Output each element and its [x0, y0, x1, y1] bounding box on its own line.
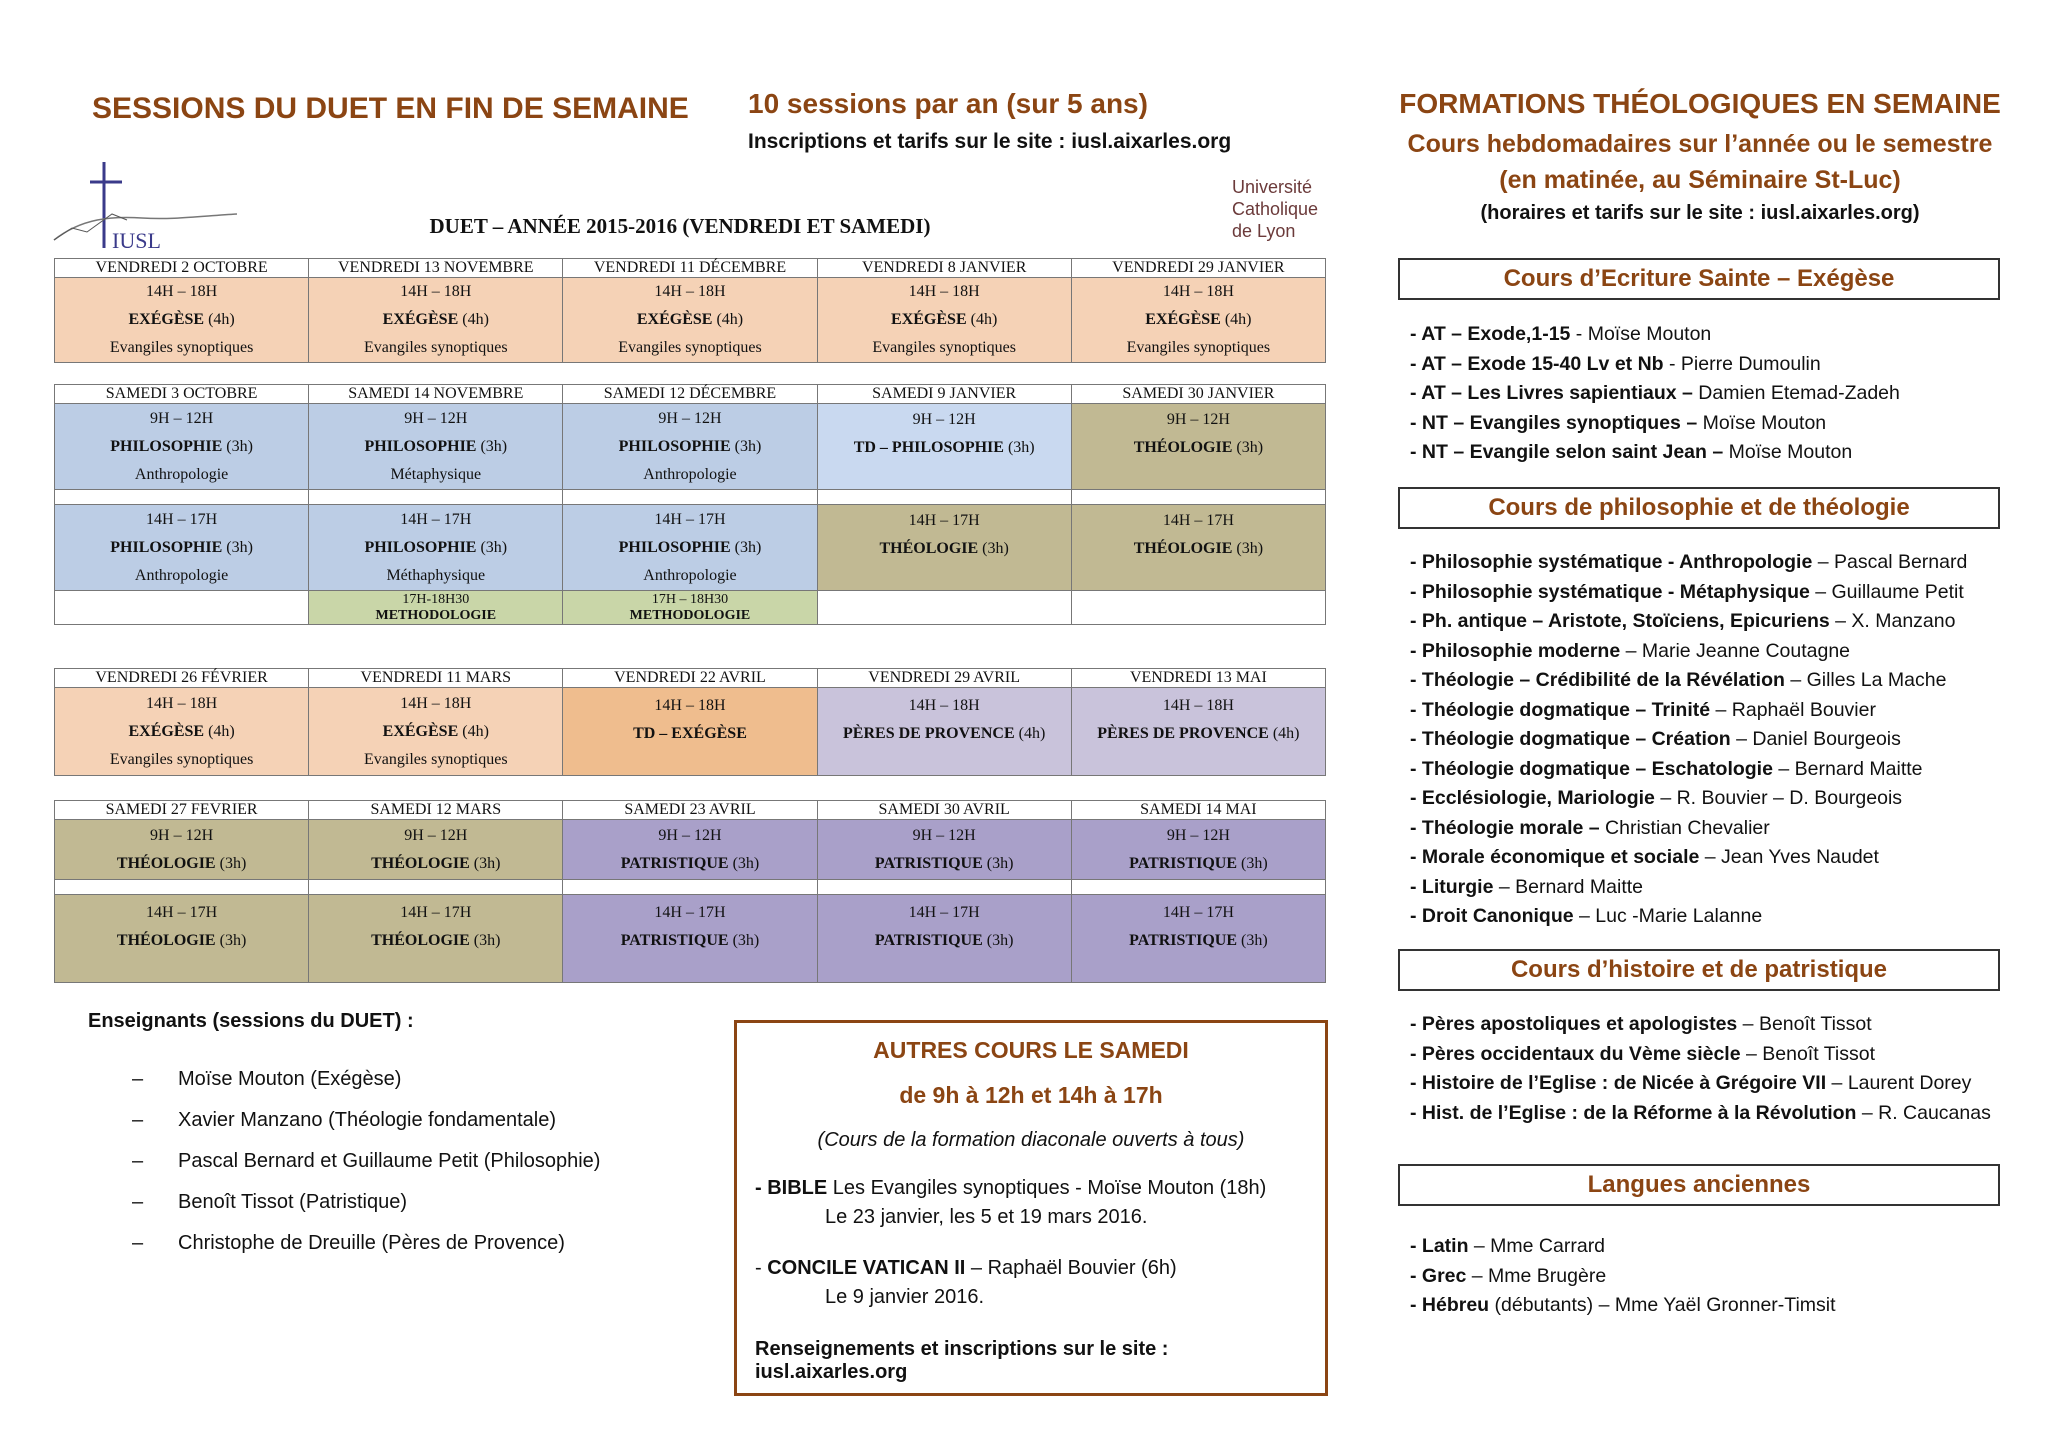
date-header: VENDREDI 26 FÉVRIER: [55, 669, 309, 688]
autres-cours-box: [734, 1020, 1328, 1396]
iusl-logo-text: IUSL: [112, 228, 161, 253]
teacher-item: – Moïse Mouton (Exégèse): [132, 1068, 402, 1090]
philo-list: [1410, 548, 2030, 932]
session-cell: 14H – 18H EXÉGÈSE (4h) Evangiles synoptiques: [1071, 278, 1325, 363]
schedule-table-4: [54, 800, 1326, 983]
session-cell: 9H – 12H PATRISTIQUE (3h): [817, 820, 1071, 880]
course-item: - Ecclésiologie, Mariologie – R. Bouvier – D. Bourgeois: [1410, 787, 1903, 809]
course-item: - Philosophie systématique - Métaphysique – Guillaume Petit: [1410, 580, 1964, 603]
teacher-item: – Benoît Tissot (Patristique): [132, 1191, 407, 1213]
session-cell: 9H – 12H THÉOLOGIE (3h): [1071, 404, 1325, 490]
autres-footer: Renseignements et inscriptions sur le site : iusl.aixarles.org: [755, 1338, 1169, 1383]
sessions-count-title: 10 sessions par an (sur 5 ans): [748, 88, 1148, 119]
course-item: - Droit Canonique – Luc -Marie Lalanne: [1410, 905, 1763, 927]
autres-note: (Cours de la formation diaconale ouverts à tous): [817, 1129, 1245, 1151]
section-philo-title: Cours de philosophie et de théologie: [1398, 487, 2000, 529]
schedule-table-3: [54, 668, 1326, 776]
date-header: VENDREDI 29 AVRIL: [817, 669, 1071, 688]
course-item: - AT – Exode,1-15 - Moïse Mouton: [1410, 323, 1712, 345]
session-cell: 14H – 18H EXÉGÈSE (4h) Evangiles synoptiques: [817, 278, 1071, 363]
inscriptions-line: Inscriptions et tarifs sur le site : iusl.aixarles.org: [748, 130, 1232, 153]
date-header: SAMEDI 9 JANVIER: [817, 385, 1071, 404]
session-cell: 14H – 18H EXÉGÈSE (4h) Evangiles synoptiques: [563, 278, 817, 363]
session-cell: 14H – 17H THÉOLOGIE (3h): [1071, 505, 1325, 591]
session-cell: 14H – 18H EXÉGÈSE (4h) Evangiles synoptiques: [309, 688, 563, 776]
date-header: SAMEDI 12 MARS: [309, 801, 563, 820]
schedule-table-2: [54, 384, 1326, 625]
course-item: - AT – Exode 15-40 Lv et Nb - Pierre Dumoulin: [1410, 352, 1821, 375]
course-item: - Théologie dogmatique – Trinité – Raphaël Bouvier: [1410, 698, 1876, 721]
concile-course: - CONCILE VATICAN II – Raphaël Bouvier (6h) Le 9 janvier 2016.: [755, 1257, 1177, 1308]
section-histoire-title: Cours d’histoire et de patristique: [1398, 949, 2000, 991]
session-cell: 14H – 17H THÉOLOGIE (3h): [309, 895, 563, 983]
date-header: SAMEDI 12 DÉCEMBRE: [563, 385, 817, 404]
session-cell: 9H – 12H PATRISTIQUE (3h): [563, 820, 817, 880]
session-cell: 14H – 17H THÉOLOGIE (3h): [55, 895, 309, 983]
course-item: - Théologie morale – Christian Chevalier: [1410, 816, 1770, 839]
empty-cell: [817, 591, 1071, 625]
empty-cell: [1071, 591, 1325, 625]
date-header: VENDREDI 2 OCTOBRE: [55, 259, 309, 278]
session-cell: 14H – 18H TD – EXÉGÈSE: [563, 688, 817, 776]
course-item: - Pères occidentaux du Vème siècle – Benoît Tissot: [1410, 1042, 1875, 1065]
autres-hours: de 9h à 12h et 14h à 17h: [899, 1082, 1163, 1108]
section-langues-title: Langues anciennes: [1398, 1164, 2000, 1206]
session-cell: 9H – 12H PHILOSOPHIE (3h) Métaphysique: [309, 404, 563, 490]
date-header: SAMEDI 30 AVRIL: [817, 801, 1071, 820]
iusl-logo: [52, 158, 242, 258]
date-header: VENDREDI 11 DÉCEMBRE: [563, 259, 817, 278]
course-item: - Grec – Mme Brugère: [1410, 1264, 1607, 1287]
right-header: [1380, 88, 2020, 225]
course-item: - Latin – Mme Carrard: [1410, 1235, 1606, 1257]
session-cell: 14H – 17H PHILOSOPHIE (3h) Anthropologie: [563, 505, 817, 591]
course-item: - Théologie – Crédibilité de la Révélation – Gilles La Mache: [1410, 669, 1947, 691]
methodology-cell: 17H-18H30 METHODOLOGIE: [309, 591, 563, 625]
course-item: - Hébreu (débutants) – Mme Yaël Gronner-Timsit: [1410, 1294, 1836, 1316]
session-cell: 9H – 12H THÉOLOGIE (3h): [309, 820, 563, 880]
date-header: VENDREDI 29 JANVIER: [1071, 259, 1325, 278]
teachers-title: Enseignants (sessions du DUET) :: [88, 1010, 414, 1032]
session-cell: 9H – 12H PHILOSOPHIE (3h) Anthropologie: [563, 404, 817, 490]
session-cell: 9H – 12H TD – PHILOSOPHIE (3h): [817, 404, 1071, 490]
course-item: - Morale économique et sociale – Jean Yves Naudet: [1410, 846, 1879, 868]
date-header: SAMEDI 23 AVRIL: [563, 801, 817, 820]
session-cell: 14H – 17H PATRISTIQUE (3h): [817, 895, 1071, 983]
right-subtitle-3: (horaires et tarifs sur le site : iusl.aixarles.org): [1480, 202, 1920, 224]
course-item: - Liturgie – Bernard Maitte: [1410, 875, 1643, 898]
date-header: VENDREDI 13 MAI: [1071, 669, 1325, 688]
schedule-table-1: [54, 258, 1326, 363]
course-item: - Pères apostoliques et apologistes – Benoît Tissot: [1410, 1013, 1872, 1035]
course-item: - Ph. antique – Aristote, Stoïciens, Epicuriens – X. Manzano: [1410, 610, 1956, 632]
session-cell: 14H – 17H PHILOSOPHIE (3h) Méthaphysique: [309, 505, 563, 591]
session-cell: 14H – 17H PATRISTIQUE (3h): [1071, 895, 1325, 983]
course-item: - NT – Evangiles synoptiques – Moïse Mouton: [1410, 411, 1827, 434]
course-item: - Théologie dogmatique – Eschatologie – Bernard Maitte: [1410, 757, 1923, 780]
session-cell: 9H – 12H PATRISTIQUE (3h): [1071, 820, 1325, 880]
course-item: - NT – Evangile selon saint Jean – Moïse Mouton: [1410, 441, 1853, 463]
date-header: VENDREDI 22 AVRIL: [563, 669, 817, 688]
course-item: - Hist. de l’Eglise : de la Réforme à la Révolution – R. Caucanas: [1410, 1101, 1991, 1124]
course-item: - Philosophie moderne – Marie Jeanne Coutagne: [1410, 639, 1851, 662]
session-cell: 14H – 18H EXÉGÈSE (4h) Evangiles synoptiques: [55, 278, 309, 363]
ecriture-list: [1410, 320, 2030, 468]
session-cell: 14H – 17H PATRISTIQUE (3h): [563, 895, 817, 983]
left-title: SESSIONS DU DUET EN FIN DE SEMAINE: [92, 92, 689, 125]
right-subtitle-2: (en matinée, au Séminaire St-Luc): [1499, 166, 1901, 194]
date-header: SAMEDI 14 MAI: [1071, 801, 1325, 820]
bible-course: - BIBLE Les Evangiles synoptiques - Moïse Mouton (18h) Le 23 janvier, les 5 et 19 mars 2016.: [755, 1177, 1267, 1228]
date-header: VENDREDI 8 JANVIER: [817, 259, 1071, 278]
session-cell: 14H – 17H THÉOLOGIE (3h): [817, 505, 1071, 591]
session-cell: 14H – 17H PHILOSOPHIE (3h) Anthropologie: [55, 505, 309, 591]
teacher-item: – Pascal Bernard et Guillaume Petit (Philosophie): [132, 1150, 601, 1172]
teacher-item: – Xavier Manzano (Théologie fondamentale): [132, 1109, 556, 1131]
duet-title: DUET – ANNÉE 2015-2016 (VENDREDI ET SAMEDI): [429, 214, 931, 238]
teacher-item: – Christophe de Dreuille (Pères de Provence): [132, 1232, 565, 1254]
course-item: - AT – Les Livres sapientiaux – Damien Etemad-Zadeh: [1410, 382, 1900, 404]
session-cell: 14H – 18H EXÉGÈSE (4h) Evangiles synoptiques: [309, 278, 563, 363]
autres-title: AUTRES COURS LE SAMEDI: [873, 1037, 1189, 1063]
date-header: VENDREDI 11 MARS: [309, 669, 563, 688]
date-header: SAMEDI 3 OCTOBRE: [55, 385, 309, 404]
date-header: SAMEDI 14 NOVEMBRE: [309, 385, 563, 404]
ucl-logo: Université Catholique de Lyon: [1232, 177, 1319, 241]
date-header: SAMEDI 30 JANVIER: [1071, 385, 1325, 404]
session-cell: 14H – 18H PÈRES DE PROVENCE (4h): [817, 688, 1071, 776]
section-ecriture-title: Cours d’Ecriture Sainte – Exégèse: [1398, 258, 2000, 300]
methodology-cell: 17H – 18H30 METHODOLOGIE: [563, 591, 817, 625]
langues-list: [1410, 1232, 2030, 1321]
course-item: - Histoire de l’Eglise : de Nicée à Grégoire VII – Laurent Dorey: [1410, 1072, 1972, 1094]
right-title: FORMATIONS THÉOLOGIQUES EN SEMAINE: [1399, 88, 2001, 119]
date-header: VENDREDI 13 NOVEMBRE: [309, 259, 563, 278]
session-cell: 14H – 18H PÈRES DE PROVENCE (4h): [1071, 688, 1325, 776]
course-item: - Philosophie systématique - Anthropologie – Pascal Bernard: [1410, 551, 1968, 573]
course-item: - Théologie dogmatique – Création – Daniel Bourgeois: [1410, 728, 1901, 750]
teachers-block: [88, 1010, 600, 1264]
histoire-list: [1410, 1010, 2030, 1128]
session-cell: 9H – 12H THÉOLOGIE (3h): [55, 820, 309, 880]
session-cell: 14H – 18H EXÉGÈSE (4h) Evangiles synoptiques: [55, 688, 309, 776]
right-subtitle-1: Cours hebdomadaires sur l’année ou le semestre: [1407, 130, 1993, 158]
date-header: SAMEDI 27 FEVRIER: [55, 801, 309, 820]
empty-cell: [55, 591, 309, 625]
session-cell: 9H – 12H PHILOSOPHIE (3h) Anthropologie: [55, 404, 309, 490]
